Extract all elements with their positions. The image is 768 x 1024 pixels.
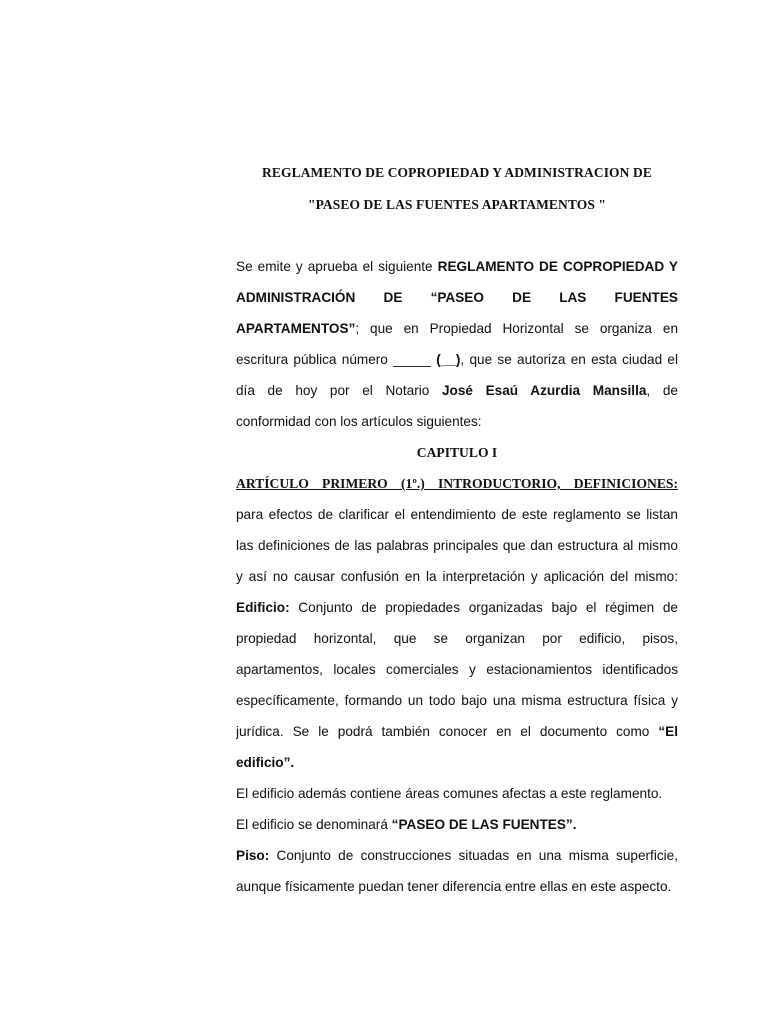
edificio-line-8 [236,809,678,840]
document-body [236,251,678,902]
edificio-line-7: El edificio además contiene áreas comunes afectas a este reglamento. [236,786,663,801]
edificio-text-8a: El edificio se denominará [236,817,392,832]
edificio-text-1: Conjunto de propiedades organizadas bajo el régimen de [289,600,678,615]
word-de: DE [383,290,403,305]
intro-line-3 [236,313,678,344]
word-fuentes: FUENTES [614,290,678,305]
edificio-line-1 [236,592,678,623]
intro-text-4a: escritura pública número _____ [236,352,437,367]
edificio-line-5 [236,716,678,747]
notary-name: José Esaú Azurdia Mansilla [441,383,647,398]
intro-line-1 [236,251,678,282]
article-heading: ARTÍCULO PRIMERO (1º.) INTRODUCTORIO, DEFINICIONES: [236,476,678,491]
article-line-1: para efectos de clarificar el entendimiento de este reglamento se listan [236,507,678,522]
blank-number: (__) [436,352,461,367]
word-administracion: ADMINISTRACIÓN [236,290,356,305]
term-edificio: Edificio: [236,600,290,615]
edificio-quote-start: “El [658,724,678,739]
piso-text-1: Conjunto de construcciones situadas en una misma superficie, [269,848,678,863]
document-title-line-1: REGLAMENTO DE COPROPIEDAD Y ADMINISTRACION DE [262,165,652,180]
intro-line-2 [236,282,678,313]
building-name: “PASEO DE LAS FUENTES”. [391,817,577,832]
intro-text-4c: , que se autoriza en esta ciudad el [460,352,678,367]
document-title-line-2: "PASEO DE LAS FUENTES APARTAMENTOS " [307,197,607,212]
term-piso: Piso: [236,848,270,863]
piso-line-1 [236,840,678,871]
intro-bold-title: REGLAMENTO DE COPROPIEDAD Y [437,259,678,274]
edificio-line-3: apartamentos, locales comerciales y estacionamientos identificados [236,662,678,677]
word-de-2: DE [512,290,532,305]
intro-text: Se emite y aprueba el siguiente [236,259,438,274]
word-apartamentos: APARTAMENTOS” [236,321,356,336]
intro-line-4 [236,344,678,375]
intro-text-5a: día de hoy por el Notario [236,383,442,398]
piso-line-2: aunque físicamente puedan tener diferencia entre ellas en este aspecto. [236,879,672,894]
word-paseo: “PASEO [430,290,484,305]
intro-line-5 [236,375,678,406]
edificio-line-6: edificio”. [236,755,295,770]
word-las: LAS [559,290,587,305]
chapter-heading: CAPITULO I [416,445,498,460]
intro-text-5c: , de [646,383,678,398]
intro-line-6: conformidad con los artículos siguientes: [236,414,482,429]
article-line-3: y así no causar confusión en la interpretación y aplicación del mismo: [236,569,678,584]
edificio-line-2: propiedad horizontal, que se organizan por edificio, pisos, [236,631,678,646]
edificio-text-5a: jurídica. Se le podrá también conocer en el documento como [236,724,659,739]
edificio-line-4: específicamente, formando un todo bajo una misma estructura física y [236,693,678,708]
article-line-2: las definiciones de las palabras principales que dan estructura al mismo [236,538,678,553]
intro-text-3: ; que en Propiedad Horizontal se organiza en [355,321,678,336]
